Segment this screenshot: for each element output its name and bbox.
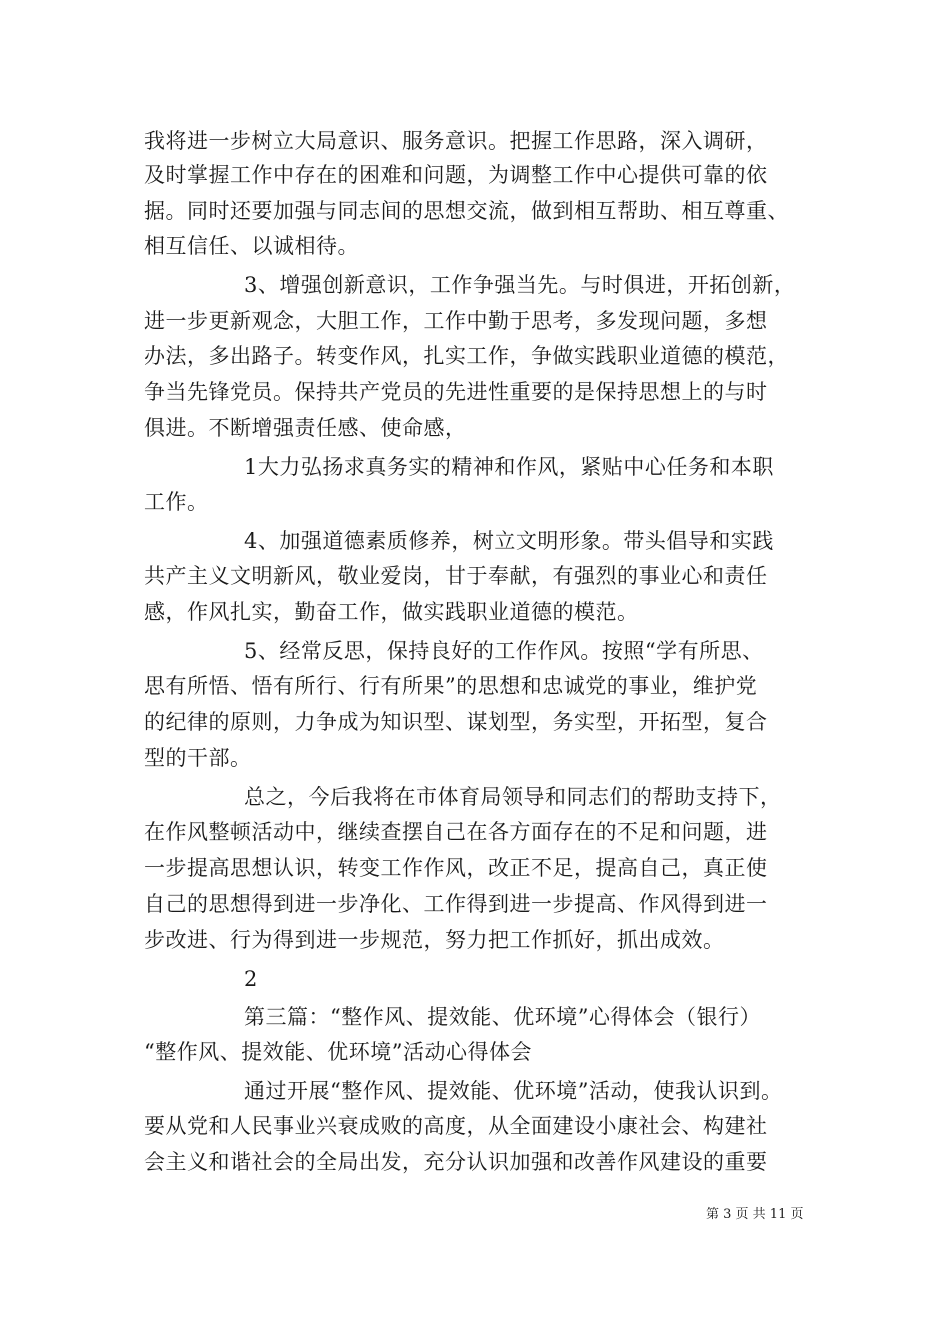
- text-line: 在作风整顿活动中，继续查摆自己在各方面存在的不足和问题，进: [144, 820, 768, 844]
- text-line: 4、加强道德素质修养，树立文明形象。带头倡导和实践: [244, 529, 774, 553]
- text-line: 3、增强创新意识，工作争强当先。与时俱进，开拓创新，: [244, 273, 796, 297]
- text-line: 步改进、行为得到进一步规范，努力把工作抓好，抓出成效。: [144, 928, 725, 952]
- text-line: 争当先锋党员。保持共产党员的先进性重要的是保持思想上的与时: [144, 380, 768, 404]
- text-line: 工作。: [144, 490, 209, 514]
- text-line: 进一步更新观念，大胆工作，工作中勤于思考，多发现问题，多想: [144, 309, 768, 333]
- text-line: 会主义和谐社会的全局出发，充分认识加强和改善作风建设的重要: [144, 1150, 768, 1174]
- text-line: 5、经常反思，保持良好的工作作风。按照“学有所思、: [244, 639, 764, 663]
- section-subheading: “整作风、提效能、优环境”活动心得体会: [144, 1040, 532, 1064]
- text-line: 型的干部。: [144, 746, 252, 770]
- text-line: 相互信任、以诚相待。: [144, 234, 359, 258]
- text-line: 及时掌握工作中存在的困难和问题，为调整工作中心提供可靠的依: [144, 163, 768, 187]
- section-heading: 第三篇：“整作风、提效能、优环境”心得体会（银行）: [244, 1005, 761, 1029]
- text-line: 据。同时还要加强与同志间的思想交流，做到相互帮助、相互尊重、: [144, 199, 789, 223]
- text-line: 的纪律的原则，力争成为知识型、谋划型，务实型，开拓型，复合: [144, 710, 768, 734]
- text-line: 我将进一步树立大局意识、服务意识。把握工作思路，深入调研，: [144, 129, 768, 153]
- text-line: 俱进。不断增强责任感、使命感，: [144, 416, 467, 440]
- text-line: 共产主义文明新风，敬业爱岗，甘于奉献，有强烈的事业心和责任: [144, 564, 768, 588]
- text-line: 一步提高思想认识，转变工作作风，改正不足，提高自己，真正使: [144, 856, 768, 880]
- page-number-marker: 2: [244, 967, 258, 991]
- text-line: 总之，今后我将在市体育局领导和同志们的帮助支持下，: [244, 785, 782, 809]
- text-line: 感，作风扎实，勤奋工作，做实践职业道德的模范。: [144, 600, 639, 624]
- text-line: 办法，多出路子。转变作风，扎实工作，争做实践职业道德的模范，: [144, 344, 789, 368]
- text-line: 自己的思想得到进一步净化、工作得到进一步提高、作风得到进一: [144, 892, 768, 916]
- text-line: 要从党和人民事业兴衰成败的高度，从全面建设小康社会、构建社: [144, 1114, 768, 1138]
- text-line: 通过开展“整作风、提效能、优环境”活动，使我认识到。: [244, 1079, 783, 1103]
- text-line: 思有所悟、悟有所行、行有所果”的思想和忠诚党的事业，维护党: [144, 674, 758, 698]
- page-footer: 第 3 页 共 11 页: [706, 1207, 804, 1222]
- text-line: 1大力弘扬求真务实的精神和作风，紧贴中心任务和本职: [244, 455, 774, 479]
